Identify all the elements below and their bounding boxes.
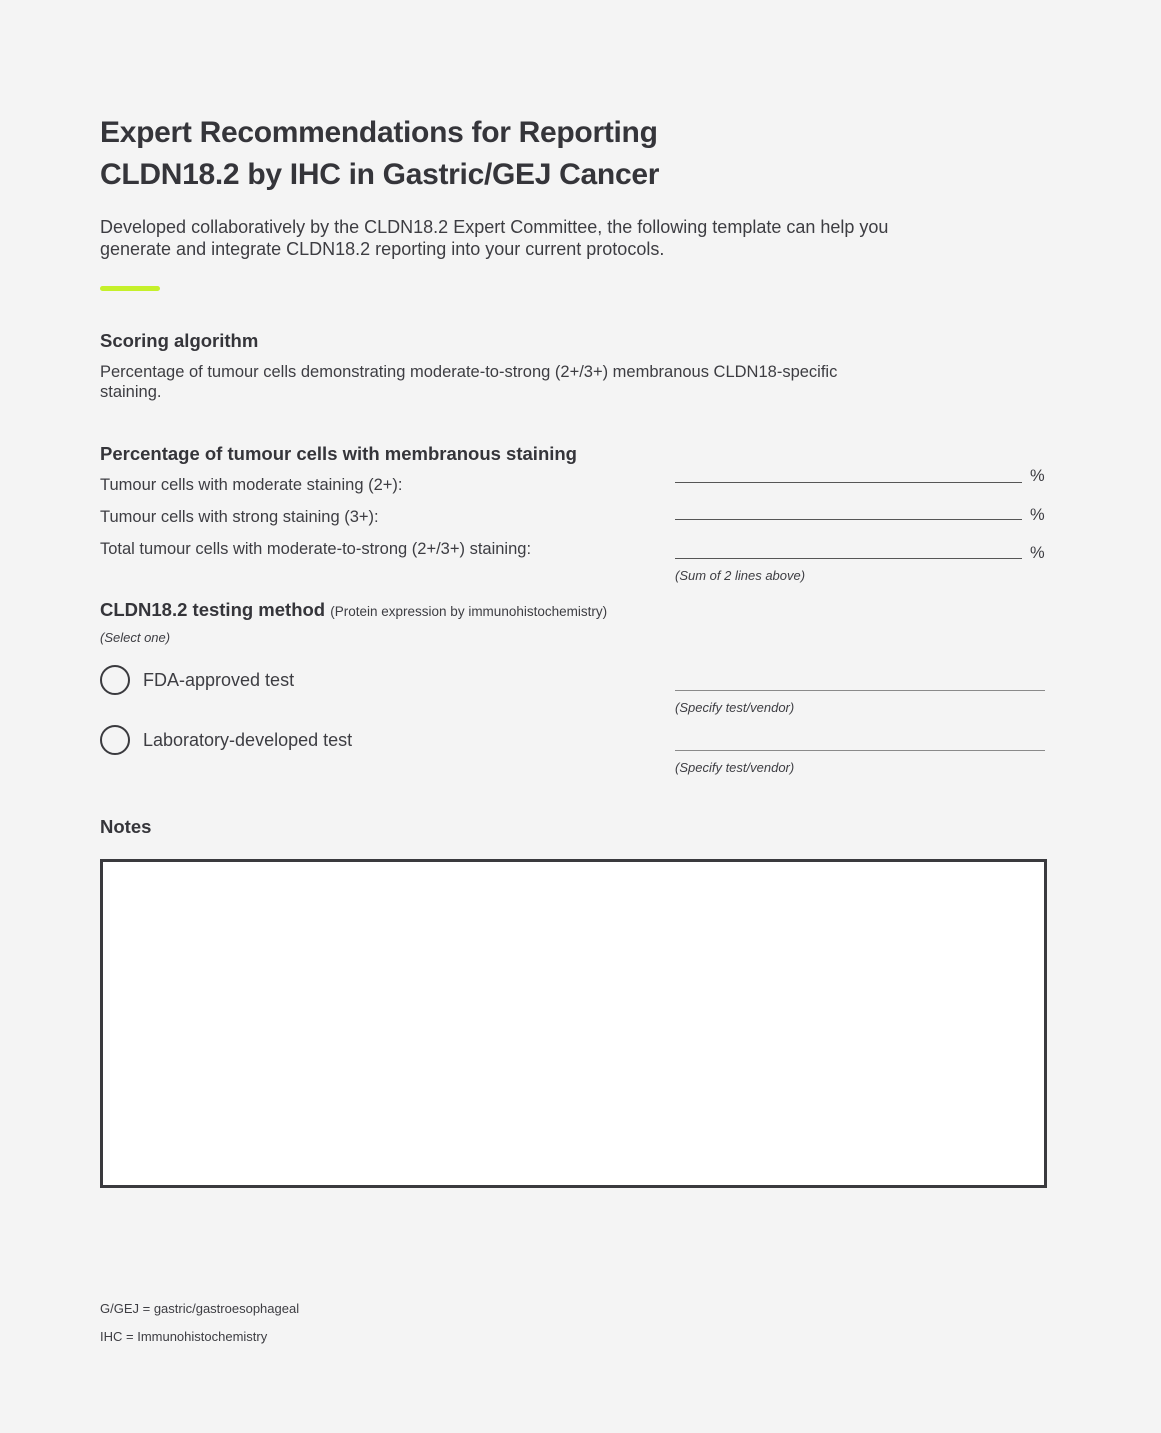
method-heading-text: CLDN18.2 testing method	[100, 599, 326, 620]
total-staining-label: Total tumour cells with moderate-to-strong (2+/3+) staining:	[100, 540, 532, 558]
fda-approved-radio[interactable]	[100, 665, 130, 695]
intro-text: Developed collaboratively by the CLDN18.2 Expert Committee, the following template can help you generate and integrate CLDN18.2 reporting into your current protocols.	[100, 217, 889, 259]
method-heading	[100, 599, 607, 623]
notes-heading: Notes	[100, 816, 152, 837]
lab-specify-note: (Specify test/vendor)	[675, 760, 795, 775]
fda-specify-note: (Specify test/vendor)	[675, 700, 795, 715]
sum-note: (Sum of 2 lines above)	[675, 568, 806, 583]
total-percent-sign: %	[1030, 544, 1045, 562]
total-staining-input[interactable]	[675, 558, 1022, 559]
strong-staining-label: Tumour cells with strong staining (3+):	[100, 508, 379, 526]
page-title	[100, 112, 800, 196]
footnote-ihc: IHC = Immunohistochemistry	[100, 1329, 268, 1344]
moderate-staining-input[interactable]	[675, 482, 1022, 483]
strong-staining-input[interactable]	[675, 519, 1022, 520]
title-line-1: Expert Recommendations for Reporting	[100, 116, 658, 149]
scoring-heading: Scoring algorithm	[100, 330, 259, 351]
method-subheading: (Protein expression by immunohistochemistry)	[330, 604, 608, 619]
fda-approved-label[interactable]: FDA-approved test	[143, 670, 295, 690]
fda-specify-input[interactable]	[675, 690, 1045, 691]
select-one-note: (Select one)	[100, 630, 171, 645]
lab-specify-input[interactable]	[675, 750, 1045, 751]
lab-developed-label[interactable]: Laboratory-developed test	[143, 730, 353, 750]
footnote-gej: G/GEJ = gastric/gastroesophageal	[100, 1301, 300, 1316]
moderate-staining-label: Tumour cells with moderate staining (2+):	[100, 476, 403, 494]
moderate-percent-sign: %	[1030, 467, 1045, 485]
strong-percent-sign: %	[1030, 506, 1045, 524]
notes-textarea[interactable]	[100, 859, 1047, 1188]
title-line-2: CLDN18.2 by IHC in Gastric/GEJ Cancer	[100, 158, 660, 191]
scoring-text: Percentage of tumour cells demonstrating moderate-to-strong (2+/3+) membranous CLDN18-specific staining.	[100, 363, 838, 401]
lab-developed-radio[interactable]	[100, 725, 130, 755]
accent-divider	[100, 286, 160, 291]
percentage-heading: Percentage of tumour cells with membranous staining	[100, 443, 577, 464]
